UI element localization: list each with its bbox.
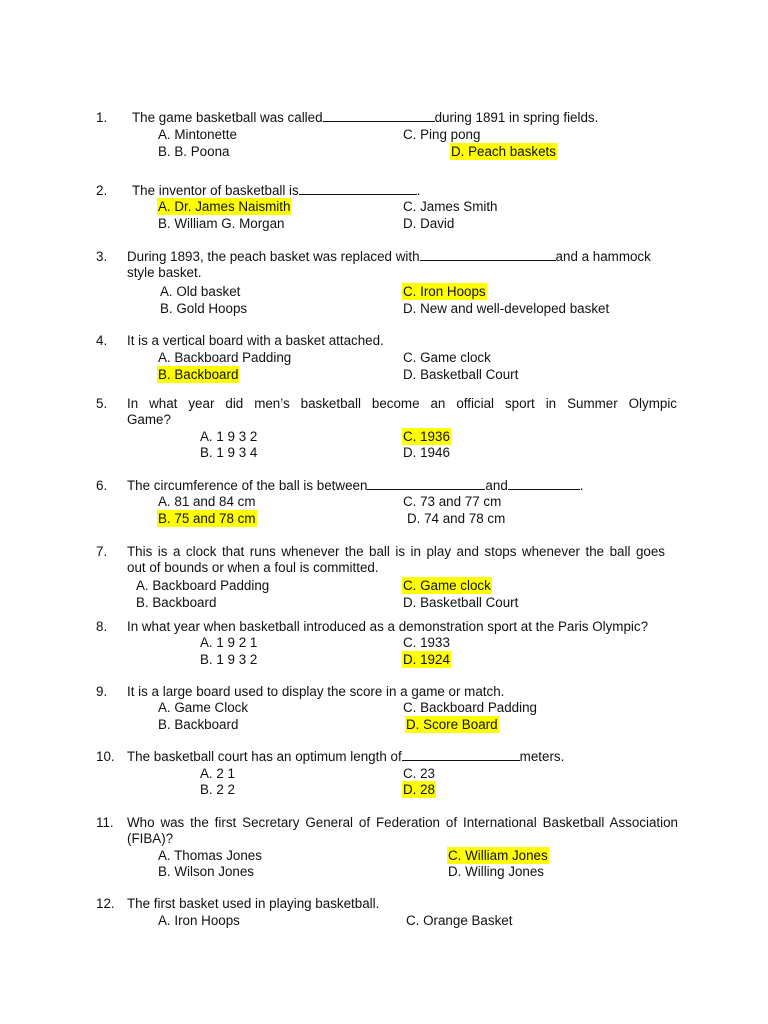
q5-option-c-highlighted: C. 1936 — [403, 429, 450, 444]
q5-option-d: D. 1946 — [403, 445, 450, 460]
q3-option-d: D. New and well-developed basket — [403, 301, 610, 316]
q7-option-c-highlighted: C. Game clock — [403, 578, 491, 593]
q8-option-a: A. 1 9 2 1 — [200, 635, 258, 650]
q2-option-b: B. William G. Morgan — [158, 216, 285, 231]
q6-text-start: The circumference of the ball is between — [127, 478, 368, 493]
q2-option-a-highlighted: A. Dr. James Naismith — [158, 199, 291, 214]
q10-option-b: B. 2 2 — [200, 782, 235, 797]
q4-question: It is a vertical board with a basket attached. — [127, 333, 384, 348]
q11-question-line2: (FIBA)? — [127, 831, 174, 846]
q2-question — [132, 182, 420, 199]
q1-option-d-highlighted: D. Peach baskets — [451, 144, 556, 159]
q12-question: The first basket used in playing basketball. — [127, 896, 380, 911]
q6-question — [127, 477, 584, 494]
q5-option-b: B. 1 9 3 4 — [200, 445, 258, 460]
q9-option-a: A. Game Clock — [158, 700, 249, 715]
q2-text-start: The inventor of basketball is — [132, 183, 299, 198]
q9-option-b: B. Backboard — [158, 717, 239, 732]
q10-option-a: A. 2 1 — [200, 766, 235, 781]
q2-option-c: C. James Smith — [403, 199, 498, 214]
q6-text-mid: and — [485, 478, 508, 493]
q6-text-end: . — [579, 478, 584, 493]
q11-option-d: D. Willing Jones — [448, 864, 544, 879]
q10-text-end: meters. — [519, 749, 565, 764]
q2-text-end: . — [416, 183, 421, 198]
q12-option-c: C. Orange Basket — [406, 913, 513, 928]
q10-option-d-highlighted: D. 28 — [403, 782, 436, 797]
q7-question-line2: out of bounds or when a foul is committed. — [127, 560, 379, 575]
q3-option-c-highlighted: C. Iron Hoops — [403, 284, 486, 299]
q7-question-line1: This is a clock that runs whenever the ball is in play and stops whenever the ball goes — [127, 544, 665, 559]
q4-option-c: C. Game clock — [403, 350, 491, 365]
q10-text-start: The basketball court has an optimum length of — [127, 749, 402, 764]
q10-blank — [402, 748, 520, 761]
q1-text-end: during 1891 in spring fields. — [434, 110, 599, 125]
q9-number: 9. — [96, 684, 108, 699]
q6-blank-2 — [508, 477, 580, 490]
q6-option-b-highlighted: B. 75 and 78 cm — [158, 511, 256, 526]
q11-option-a: A. Thomas Jones — [158, 848, 262, 863]
q12-option-a: A. Iron Hoops — [158, 913, 240, 928]
q8-option-b: B. 1 9 3 2 — [200, 652, 258, 667]
q5-question-line1: In what year did men’s basketball become an official sport in Summer Olympic — [127, 396, 677, 411]
q4-option-b-highlighted: B. Backboard — [158, 367, 239, 382]
q8-option-c: C. 1933 — [403, 635, 450, 650]
q1-text-start: The game basketball was called — [132, 110, 323, 125]
q3-option-b: B. Gold Hoops — [160, 301, 248, 316]
q3-text-end: and a hammock — [555, 249, 651, 264]
q3-blank — [420, 248, 556, 261]
q10-question — [127, 748, 564, 765]
q9-question: It is a large board used to display the score in a game or match. — [127, 684, 505, 699]
q1-option-a: A. Mintonette — [158, 127, 237, 142]
q3-option-a: A. Old basket — [160, 284, 241, 299]
q6-blank-1 — [367, 477, 485, 490]
q3-question-line2: style basket. — [127, 265, 202, 280]
q8-question: In what year when basketball introduced as a demonstration sport at the Paris Olympic? — [127, 619, 649, 634]
q4-option-d: D. Basketball Court — [403, 367, 519, 382]
q6-option-a: A. 81 and 84 cm — [158, 494, 256, 509]
q3-number: 3. — [96, 249, 108, 264]
q4-option-a: A. Backboard Padding — [158, 350, 292, 365]
q5-option-a: A. 1 9 3 2 — [200, 429, 258, 444]
q1-question — [132, 109, 598, 126]
q2-option-d: D. David — [403, 216, 455, 231]
q11-option-c-highlighted: C. William Jones — [448, 848, 548, 863]
q6-option-c: C. 73 and 77 cm — [403, 494, 502, 509]
q1-blank — [323, 109, 435, 122]
q1-option-c: C. Ping pong — [403, 127, 481, 142]
q11-number: 11. — [96, 815, 114, 830]
q11-option-b: B. Wilson Jones — [158, 864, 255, 879]
q6-option-d: D. 74 and 78 cm — [407, 511, 506, 526]
q9-option-c: C. Backboard Padding — [403, 700, 537, 715]
q5-number: 5. — [96, 396, 108, 411]
q1-option-b: B. B. Poona — [158, 144, 230, 159]
q7-number: 7. — [96, 544, 108, 559]
q7-option-a: A. Backboard Padding — [136, 578, 270, 593]
q7-option-b: B. Backboard — [136, 595, 217, 610]
q7-option-d: D. Basketball Court — [403, 595, 519, 610]
q9-option-d-highlighted: D. Score Board — [406, 717, 498, 732]
q10-number: 10. — [96, 749, 115, 764]
q5-question-line2: Game? — [127, 412, 171, 427]
q12-number: 12. — [96, 896, 115, 911]
q2-number: 2. — [96, 183, 108, 198]
q3-text-start: During 1893, the peach basket was replaced with — [127, 249, 420, 264]
q8-number: 8. — [96, 619, 108, 634]
q10-option-c: C. 23 — [403, 766, 436, 781]
q6-number: 6. — [96, 478, 108, 493]
q11-question-line1: Who was the first Secretary General of Federation of International Basketball Association — [127, 815, 678, 830]
q2-blank — [299, 182, 417, 195]
q8-option-d-highlighted: D. 1924 — [403, 652, 450, 667]
q3-question-line1 — [127, 248, 651, 265]
q4-number: 4. — [96, 333, 108, 348]
q1-number: 1. — [96, 110, 108, 125]
